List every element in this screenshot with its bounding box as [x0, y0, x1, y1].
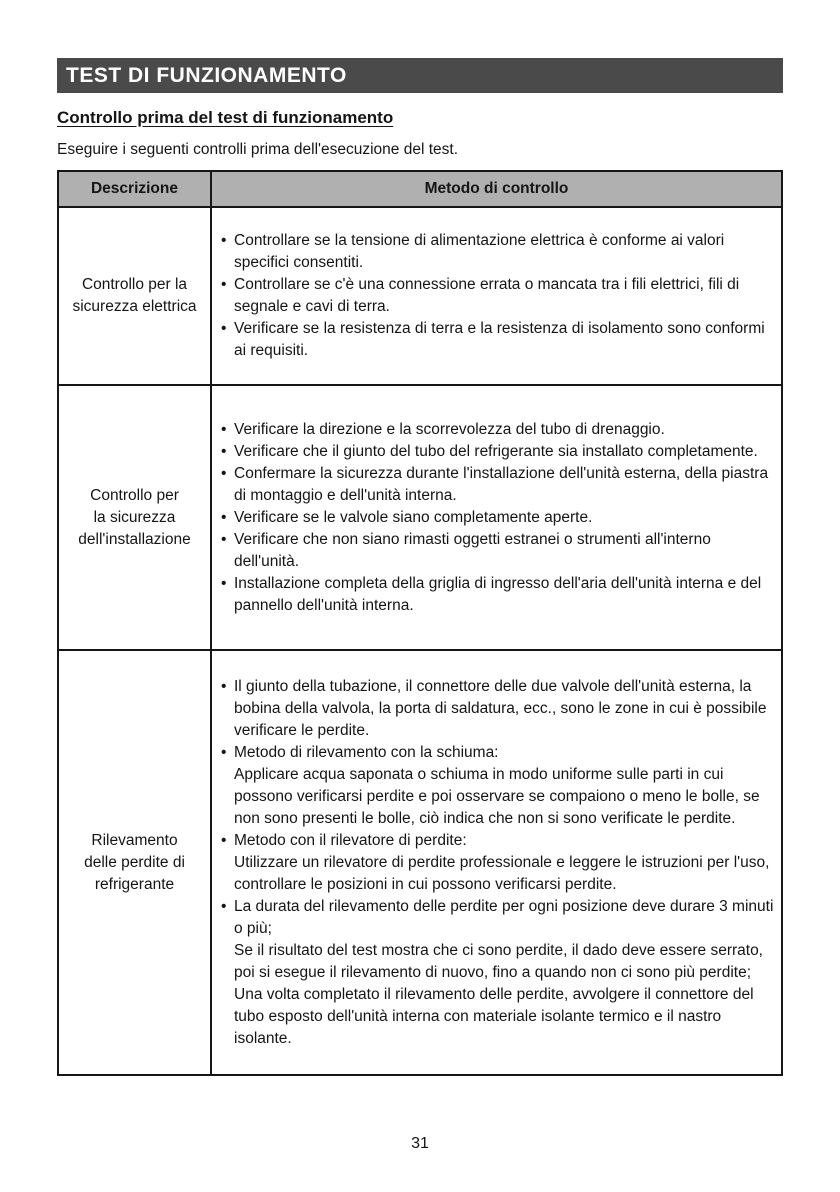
description-cell: Controllo per la sicurezza dell'installazione	[58, 385, 211, 650]
bullet-item: • Verificare se la resistenza di terra e la resistenza di isolamento sono conformi ai requisiti.	[220, 318, 775, 362]
method-cell	[211, 207, 782, 385]
column-header-descrizione: Descrizione	[58, 171, 211, 207]
description-cell: Rilevamento delle perdite di refrigerante	[58, 650, 211, 1075]
continuation-item: Se il risultato del test mostra che ci sono perdite, il dado deve essere serrato, poi si esegue il rilevamento di nuovo, fino a quando non ci sono più perdite;	[234, 941, 763, 981]
table-body	[58, 207, 782, 1075]
bullet-item: • Confermare la sicurezza durante l'installazione dell'unità esterna, della piastra di montaggio e dell'unità interna.	[220, 463, 775, 507]
bullet-item: • Installazione completa della griglia di ingresso dell'aria dell'unità interna e del pannello dell'unità interna.	[220, 573, 775, 617]
table-row	[58, 207, 782, 385]
table-header-row	[58, 171, 782, 207]
table-row	[58, 650, 782, 1075]
method-cell	[211, 385, 782, 650]
description-cell: Controllo per la sicurezza elettrica	[58, 207, 211, 385]
intro-text: Eseguire i seguenti controlli prima dell'esecuzione del test.	[57, 141, 459, 158]
bullet-item: • Metodo con il rilevatore di perdite:	[220, 830, 775, 852]
control-checks-table	[57, 170, 783, 1076]
bullet-item: • Metodo di rilevamento con la schiuma:	[220, 742, 775, 764]
continuation-item: Applicare acqua saponata o schiuma in modo uniforme sulle parti in cui possono verificarsi perdite e poi osservare se compaiono o meno le bolle, se non sono presenti le bolle, ciò indica che non si sono verificate le perdite.	[234, 765, 760, 827]
page-number: 31	[411, 1135, 429, 1152]
bullet-item: • Verificare che il giunto del tubo del refrigerante sia installato completamente.	[220, 441, 775, 463]
bullet-item: • Controllare se la tensione di alimentazione elettrica è conforme ai valori specifici consentiti.	[220, 230, 775, 274]
bullet-item: • Verificare se le valvole siano completamente aperte.	[220, 507, 775, 529]
bullet-item: • Il giunto della tubazione, il connettore delle due valvole dell'unità esterna, la bobina della valvola, la porta di saldatura, ecc., sono le zone in cui è possibile verificare le perdite.	[220, 676, 775, 742]
continuation-item: Una volta completato il rilevamento delle perdite, avvolgere il connettore del tubo esposto dell'unità interna con materiale isolante termico e il nastro isolante.	[234, 985, 754, 1047]
column-header-metodo: Metodo di controllo	[211, 171, 782, 207]
section-heading: Controllo prima del test di funzionamento	[57, 108, 394, 127]
continuation-item: Utilizzare un rilevatore di perdite professionale e leggere le istruzioni per l'uso, controllare le posizioni in cui possono verificarsi perdite.	[234, 853, 770, 893]
bullet-item: • Verificare che non siano rimasti oggetti estranei o strumenti all'interno dell'unità.	[220, 529, 775, 573]
page-title: TEST DI FUNZIONAMENTO	[57, 58, 783, 93]
method-cell	[211, 650, 782, 1075]
table-row	[58, 385, 782, 650]
bullet-item: • Controllare se c'è una connessione errata o mancata tra i fili elettrici, fili di segnale e cavi di terra.	[220, 274, 775, 318]
bullet-item: • La durata del rilevamento delle perdite per ogni posizione deve durare 3 minuti o più;	[220, 896, 775, 940]
bullet-item: • Verificare la direzione e la scorrevolezza del tubo di drenaggio.	[220, 419, 775, 441]
